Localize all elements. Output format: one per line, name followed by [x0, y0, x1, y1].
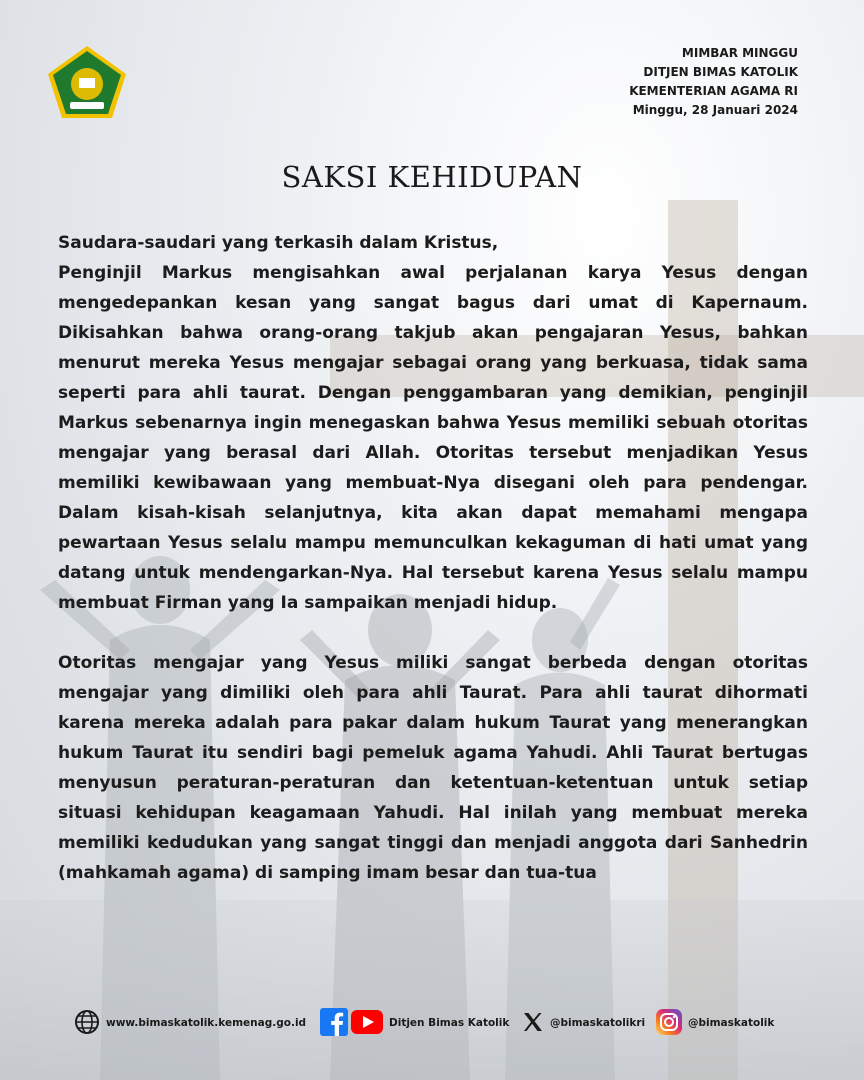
header-date: Minggu, 28 Januari 2024 — [632, 103, 798, 117]
website-link[interactable] — [74, 1008, 306, 1038]
instagram-handle-text: @bimaskatolik — [688, 1017, 775, 1029]
x-icon — [522, 1011, 544, 1036]
instagram-link[interactable] — [656, 1008, 774, 1038]
article-body — [58, 228, 808, 888]
globe-icon — [74, 1009, 100, 1038]
instagram-icon — [656, 1009, 682, 1038]
channel-text: Ditjen Bimas Katolik — [389, 1017, 510, 1029]
x-link[interactable] — [522, 1008, 645, 1038]
header-line-3: KEMENTERIAN AGAMA RI — [629, 84, 798, 98]
facebook-icon — [320, 1008, 348, 1039]
header-line-1: MIMBAR MINGGU — [681, 46, 798, 60]
x-handle-text: @bimaskatolikri — [550, 1017, 646, 1029]
paragraph-2: Otoritas mengajar yang Yesus miliki sangat berbeda dengan otoritas mengajar yang dimiliki oleh para ahli Taurat. Para ahli taurat dihormati karena mereka adalah para pakar dalam hukum Taurat yang menerangkan hukum Taurat itu sendiri bagi pemeluk agama Yahudi. Ahli Taurat bertugas menyusun peraturan-peraturan dan ketentuan-ketentuan untuk setiap situasi kehidupan keagamaan Yahudi. Hal inilah yang membuat mereka memiliki kedudukan yang sangat tinggi dan menjadi anggota dari Sanhedrin (mahkamah agama) di samping imam besar dan tua-tua — [58, 653, 808, 883]
page-title: SAKSI KEHIDUPAN — [281, 160, 583, 194]
header-info — [629, 44, 798, 120]
facebook-youtube-link[interactable] — [320, 1008, 509, 1038]
youtube-icon — [351, 1010, 383, 1037]
website-text: www.bimaskatolik.kemenag.go.id — [106, 1017, 307, 1029]
footer — [74, 1008, 794, 1038]
ministry-logo — [46, 44, 128, 120]
paragraph-1: Penginjil Markus mengisahkan awal perjalanan karya Yesus dengan mengedepankan kesan yang sangat bagus dari umat di Kapernaum. Dikisahkan bahwa orang-orang takjub akan pengajaran Yesus, bahkan menurut mereka Yesus mengajar sebagai orang yang berkuasa, tidak sama seperti para ahli taurat. Dengan penggambaran yang demikian, penginjil Markus sebenarnya ingin menegaskan bahwa Yesus memiliki sebuah otoritas mengajar yang berasal dari Allah. Otoritas tersebut menjadikan Yesus memiliki kewibawaan yang membuat-Nya disegani oleh para pendengar. Dalam kisah-kisah selanjutnya, kita akan dapat memahami mengapa pewartaan Yesus selalu mampu memunculkan kekaguman di hati umat yang datang untuk mendengarkan-Nya. Hal tersebut karena Yesus selalu mampu membuat Firman yang Ia sampaikan menjadi hidup. — [58, 263, 808, 613]
greeting: Saudara-saudari yang terkasih dalam Kristus, — [58, 233, 499, 253]
header-line-2: DITJEN BIMAS KATOLIK — [643, 65, 798, 79]
